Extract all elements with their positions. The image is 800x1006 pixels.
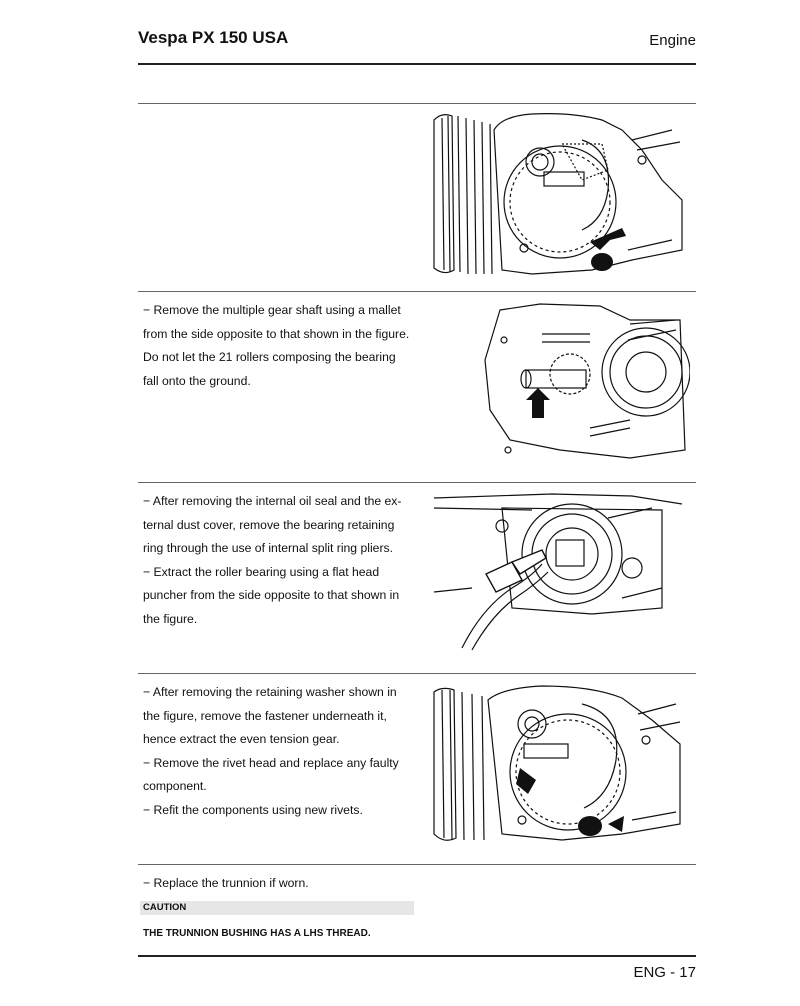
text-line: − Remove the rivet head and replace any faulty xyxy=(143,755,399,770)
text-line: − Extract the roller bearing using a flat head xyxy=(143,564,380,579)
section-divider xyxy=(138,291,696,292)
section-divider xyxy=(138,864,696,865)
text-line: hence extract the even tension gear. xyxy=(143,732,340,746)
text-line: ternal dust cover, remove the bearing retaining xyxy=(143,517,395,532)
text-line: component. xyxy=(143,779,207,793)
figure-gear-shaft xyxy=(480,300,690,460)
text-line: − After removing the retaining washer shown in xyxy=(143,685,397,699)
section-name: Engine xyxy=(649,32,696,49)
step-text-gear-shaft xyxy=(143,299,411,393)
text-line: − Refit the components using new rivets. xyxy=(143,802,363,817)
text-line: − After removing the internal oil seal and the ex- xyxy=(143,494,402,508)
text-line: ring through the use of internal split ring pliers. xyxy=(143,541,393,555)
figure-tension-gear xyxy=(432,684,684,844)
text-line: fall onto the ground. xyxy=(143,373,251,388)
header-rule xyxy=(138,63,696,65)
caution-text: THE TRUNNION BUSHING HAS A LHS THREAD. xyxy=(143,928,371,939)
text-line: the figure, remove the fastener underneath it, xyxy=(143,708,387,723)
caution-label: CAUTION xyxy=(140,901,414,915)
step-text-roller-bearing xyxy=(143,490,411,631)
section-divider xyxy=(138,103,696,104)
page-number: ENG - 17 xyxy=(633,964,696,981)
section-divider xyxy=(138,482,696,483)
document-title: Vespa PX 150 USA xyxy=(138,28,289,47)
text-line: from the side opposite to that shown in the figure. xyxy=(143,326,410,341)
text-line: − Remove the multiple gear shaft using a mallet xyxy=(143,303,401,317)
text-line: − Replace the trunnion if worn. xyxy=(143,876,309,890)
step-text-trunnion xyxy=(143,872,411,896)
figure-gear-housing xyxy=(432,110,684,278)
footer-rule xyxy=(138,955,696,957)
text-line: the figure. xyxy=(143,611,198,626)
figure-roller-bearing xyxy=(432,488,684,654)
section-divider xyxy=(138,673,696,674)
text-line: Do not let the 21 rollers composing the bearing xyxy=(143,350,396,364)
step-text-tension-gear xyxy=(143,681,411,822)
text-line: puncher from the side opposite to that shown in xyxy=(143,588,400,602)
